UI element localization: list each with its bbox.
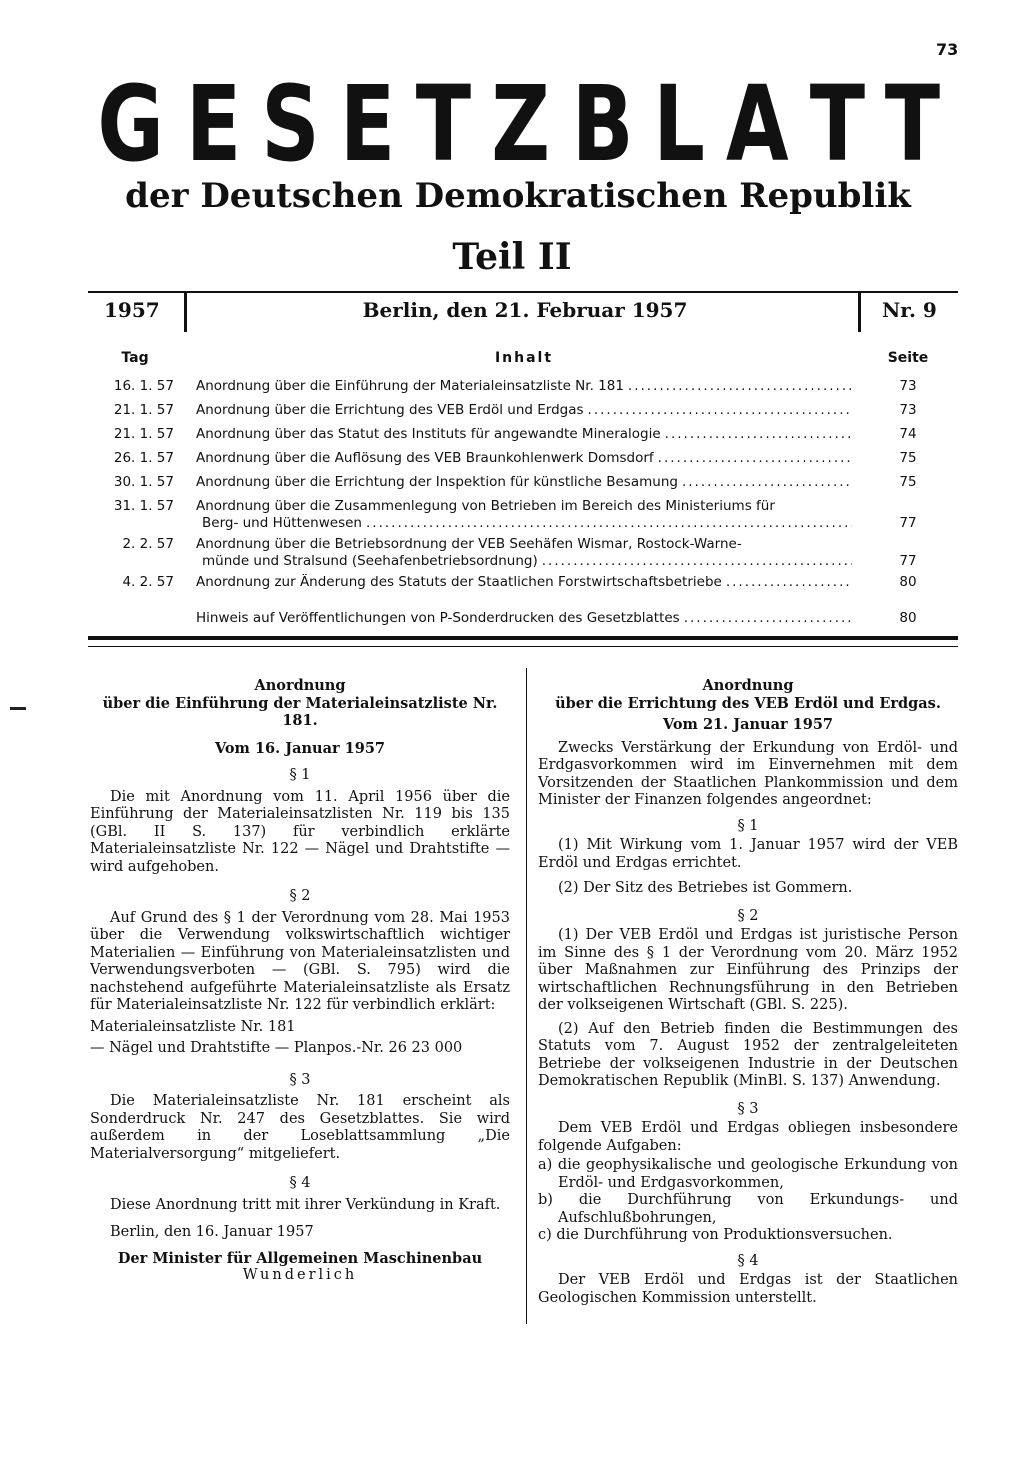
article-left-date: Vom 16. Januar 1957 xyxy=(214,739,386,757)
article-right-s3-item-a: a) die geophysikalische und geologische Erkundung von Erdöl- und Erdgasvorkommen, xyxy=(538,1157,958,1191)
article-right-s4-text: Der VEB Erdöl und Erdgas ist der Staatlichen Geologischen Kommission unterstellt. xyxy=(538,1272,958,1306)
article-right-s3-item-b: b) die Durchführung von Erkundungs- und Aufschlußbohrungen, xyxy=(538,1192,958,1226)
toc-entry-page: 75 xyxy=(899,474,917,490)
article-left-s3-label: § 3 xyxy=(289,1071,311,1088)
toc-entry-title-line: Anordnung über die Errichtung der Inspektion für künstliche Besamung xyxy=(196,474,678,490)
toc-entry-page: 80 xyxy=(899,574,917,590)
article-left-heading: Anordnung xyxy=(254,677,346,694)
page-number: 73 xyxy=(936,40,959,59)
toc-entry-title-line: Anordnung über die Zusammenlegung von Betrieben im Bereich des Ministeriums für xyxy=(196,498,775,514)
article-right-s1-p1: (1) Mit Wirkung vom 1. Januar 1957 wird der VEB Erdöl und Erdgas errichtet. xyxy=(538,837,958,871)
toc-entry-page: 77 xyxy=(899,515,917,531)
toc-dot-leader xyxy=(624,378,852,395)
toc-entry-page: 73 xyxy=(899,378,917,394)
issue-bar-top-rule xyxy=(88,291,958,293)
masthead-letter: T xyxy=(884,63,941,185)
article-left xyxy=(90,677,510,1285)
toc-entry-title xyxy=(196,378,852,395)
toc-entry-title-line: Anordnung über die Einführung der Materialeinsatzliste Nr. 181 xyxy=(196,378,624,394)
article-right xyxy=(538,677,958,1307)
toc-entry-title-line: Berg- und Hüttenwesen xyxy=(202,515,362,531)
article-left-s1-text: Die mit Anordnung vom 11. April 1956 über die Einführung der Materialeinsatzlisten Nr. 119 bis 135 (GBl. II S. 137) für verbindlich erklärte Materialeinsatzliste Nr. 122 — Nägel und Drahtstifte — wird aufgehoben. xyxy=(90,788,510,875)
article-left-s2-list-title: Materialeinsatzliste Nr. 181 xyxy=(90,1018,296,1035)
toc-entry-page: 77 xyxy=(899,553,917,569)
masthead-letter: E xyxy=(185,63,241,185)
toc-dot-leader xyxy=(584,402,852,419)
issue-date: Berlin, den 21. Februar 1957 xyxy=(362,298,688,322)
article-left-s2-text: Auf Grund des § 1 der Verordnung vom 28. Mai 1953 über die Verwendung volkswirtschaftlich wichtiger Materialien — Einführung von Materialeinsatzlisten und Verwendungsverboten — (GBl. S. 795) wird die nachstehend aufgeführte Materialeinsatzliste als Ersatz für Materialeinsatzliste Nr. 122 für verbindlich erklärt: xyxy=(90,909,510,1013)
toc-entry-title xyxy=(196,610,852,627)
toc-entry-title xyxy=(196,498,852,532)
masthead-letter: T xyxy=(415,63,471,185)
article-left-s3-text: Die Materialeinsatzliste Nr. 181 erscheint als Sonderdruck Nr. 247 des Gesetzblattes. Sie wird außerdem in der Loseblattsammlung „Die Materialversorgung“ mitgeliefert. xyxy=(90,1093,510,1162)
toc-entry-title xyxy=(196,574,852,591)
masthead-subtitle: der Deutschen Demokratischen Republik xyxy=(125,176,911,216)
toc-entry-date: 2. 2. 57 xyxy=(122,536,174,552)
toc-entry-title xyxy=(196,402,852,419)
issue-number: Nr. 9 xyxy=(882,298,937,322)
toc-entry-title-line: münde und Stralsund (Seehafenbetriebsordnung) xyxy=(202,553,538,569)
masthead-letter: S xyxy=(261,63,320,185)
issue-year: 1957 xyxy=(104,298,160,322)
toc-dot-leader xyxy=(538,553,852,570)
article-right-s1-label: § 1 xyxy=(737,817,759,834)
article-right-title: über die Errichtung des VEB Erdöl und Erdgas. xyxy=(555,694,941,712)
article-left-signer-title: Der Minister für Allgemeinen Maschinenbau xyxy=(117,1249,483,1267)
toc-entry-title-line: Anordnung über die Auflösung des VEB Braunkohlenwerk Domsdorf xyxy=(196,450,654,466)
article-right-s1-p2: (2) Der Sitz des Betriebes ist Gommern. xyxy=(558,880,853,896)
toc-entry-title xyxy=(196,474,852,491)
article-right-s2-p1: (1) Der VEB Erdöl und Erdgas ist juristische Person im Sinne des § 1 der Verordnung vom 20. März 1952 über Maßnahmen zur Einführung des Prinzips der wirtschaftlichen Rechnungsführung in den Betrieben der volkseigenen Wirtschaft (GBl. S. 225). xyxy=(538,927,958,1013)
masthead-letter: A xyxy=(725,63,789,185)
toc-entry-title-line: Anordnung über die Errichtung des VEB Erdöl und Erdgas xyxy=(196,402,584,418)
toc-dot-leader xyxy=(678,474,852,491)
toc-entry-title xyxy=(196,536,852,570)
issue-bar-divider-left xyxy=(184,292,187,332)
toc-dot-leader xyxy=(661,426,852,443)
toc-entry-title xyxy=(196,426,852,443)
toc-entry-title-line: Hinweis auf Veröffentlichungen von P-Sonderdrucken des Gesetzblattes xyxy=(196,610,680,626)
toc-entry-date: 30. 1. 57 xyxy=(113,474,174,490)
article-right-s3-item-c: c) die Durchführung von Produktionsversuchen. xyxy=(538,1227,893,1243)
toc-entry-page: 75 xyxy=(899,450,917,466)
article-left-s2-label: § 2 xyxy=(289,888,311,904)
toc-dot-leader xyxy=(680,610,852,627)
article-right-s2-p2: (2) Auf den Betrieb finden die Bestimmungen des Statuts vom 7. August 1952 der zentralgeleiteten Betriebe der volkseigenen Industrie in der Deutschen Demokratischen Republik (MinBl. S. 137) Anwendung. xyxy=(538,1020,958,1089)
toc-entry-date: 31. 1. 57 xyxy=(113,498,174,514)
article-right-s3-items xyxy=(538,1157,958,1245)
article-right-s4-label: § 4 xyxy=(737,1252,759,1269)
article-left-s4-label: § 4 xyxy=(289,1175,311,1191)
masthead-letter: T xyxy=(809,63,865,185)
masthead-letter: E xyxy=(340,63,396,185)
article-left-s4-text: Diese Anordnung tritt mit ihrer Verkündung in Kraft. xyxy=(110,1196,501,1213)
toc-dot-leader xyxy=(362,515,852,532)
masthead-letter: Z xyxy=(491,63,551,185)
masthead-letter: L xyxy=(653,63,706,185)
toc-entry-title xyxy=(196,450,852,467)
masthead-letter: G xyxy=(97,63,164,185)
toc-entry-date: 21. 1. 57 xyxy=(113,402,174,418)
toc-entry-title-line: Anordnung über die Betriebsordnung der VEB Seehäfen Wismar, Rostock-Warne- xyxy=(196,536,742,552)
article-left-s2-list-item: — Nägel und Drahtstifte — Planpos.-Nr. 26 23 000 xyxy=(90,1040,463,1056)
toc-col-date: Tag xyxy=(121,350,149,366)
toc-entry-date: 21. 1. 57 xyxy=(113,426,174,442)
article-right-s3-label: § 3 xyxy=(737,1100,759,1117)
toc-entry-date: 4. 2. 57 xyxy=(122,574,174,590)
article-left-title: über die Einführung der Materialeinsatzliste Nr. 181. xyxy=(102,694,498,729)
toc-dot-leader xyxy=(722,574,852,591)
article-right-s2-label: § 2 xyxy=(737,907,759,924)
part-label: Teil II xyxy=(452,236,572,278)
article-left-signer-name: Wunderlich xyxy=(242,1267,358,1283)
toc-bottom-rule xyxy=(88,636,958,647)
toc-col-page: Seite xyxy=(887,350,929,366)
toc-entry-title-line: Anordnung zur Änderung des Statuts der Staatlichen Forstwirtschaftsbetriebe xyxy=(196,574,722,590)
toc-entry-title-line: Anordnung über das Statut des Instituts für angewandte Mineralogie xyxy=(196,426,661,442)
toc-dot-leader xyxy=(654,450,852,467)
masthead-title xyxy=(88,48,948,185)
toc-entry-date: 26. 1. 57 xyxy=(113,450,174,466)
article-right-heading: Anordnung xyxy=(702,677,794,694)
article-right-s3-intro: Dem VEB Erdöl und Erdgas obliegen insbesondere folgende Aufgaben: xyxy=(538,1120,958,1154)
toc-entry-date: 16. 1. 57 xyxy=(113,378,174,394)
toc-entry-page: 74 xyxy=(899,426,917,442)
masthead-letter: B xyxy=(571,63,634,185)
margin-mark xyxy=(10,707,26,710)
article-left-place-date: Berlin, den 16. Januar 1957 xyxy=(110,1224,314,1240)
toc-col-title: Inhalt xyxy=(494,350,554,366)
article-left-s1-label: § 1 xyxy=(289,767,311,783)
article-right-preamble: Zwecks Verstärkung der Erkundung von Erdöl- und Erdgasvorkommen wird im Einvernehmen mit dem Vorsitzenden der Staatlichen Plankommission und dem Minister der Finanzen folgendes angeordnet: xyxy=(538,739,958,808)
article-right-date: Vom 21. Januar 1957 xyxy=(662,716,834,733)
toc-entry-page: 80 xyxy=(899,610,917,626)
column-divider xyxy=(526,668,527,1324)
toc-entry-page: 73 xyxy=(899,402,917,418)
